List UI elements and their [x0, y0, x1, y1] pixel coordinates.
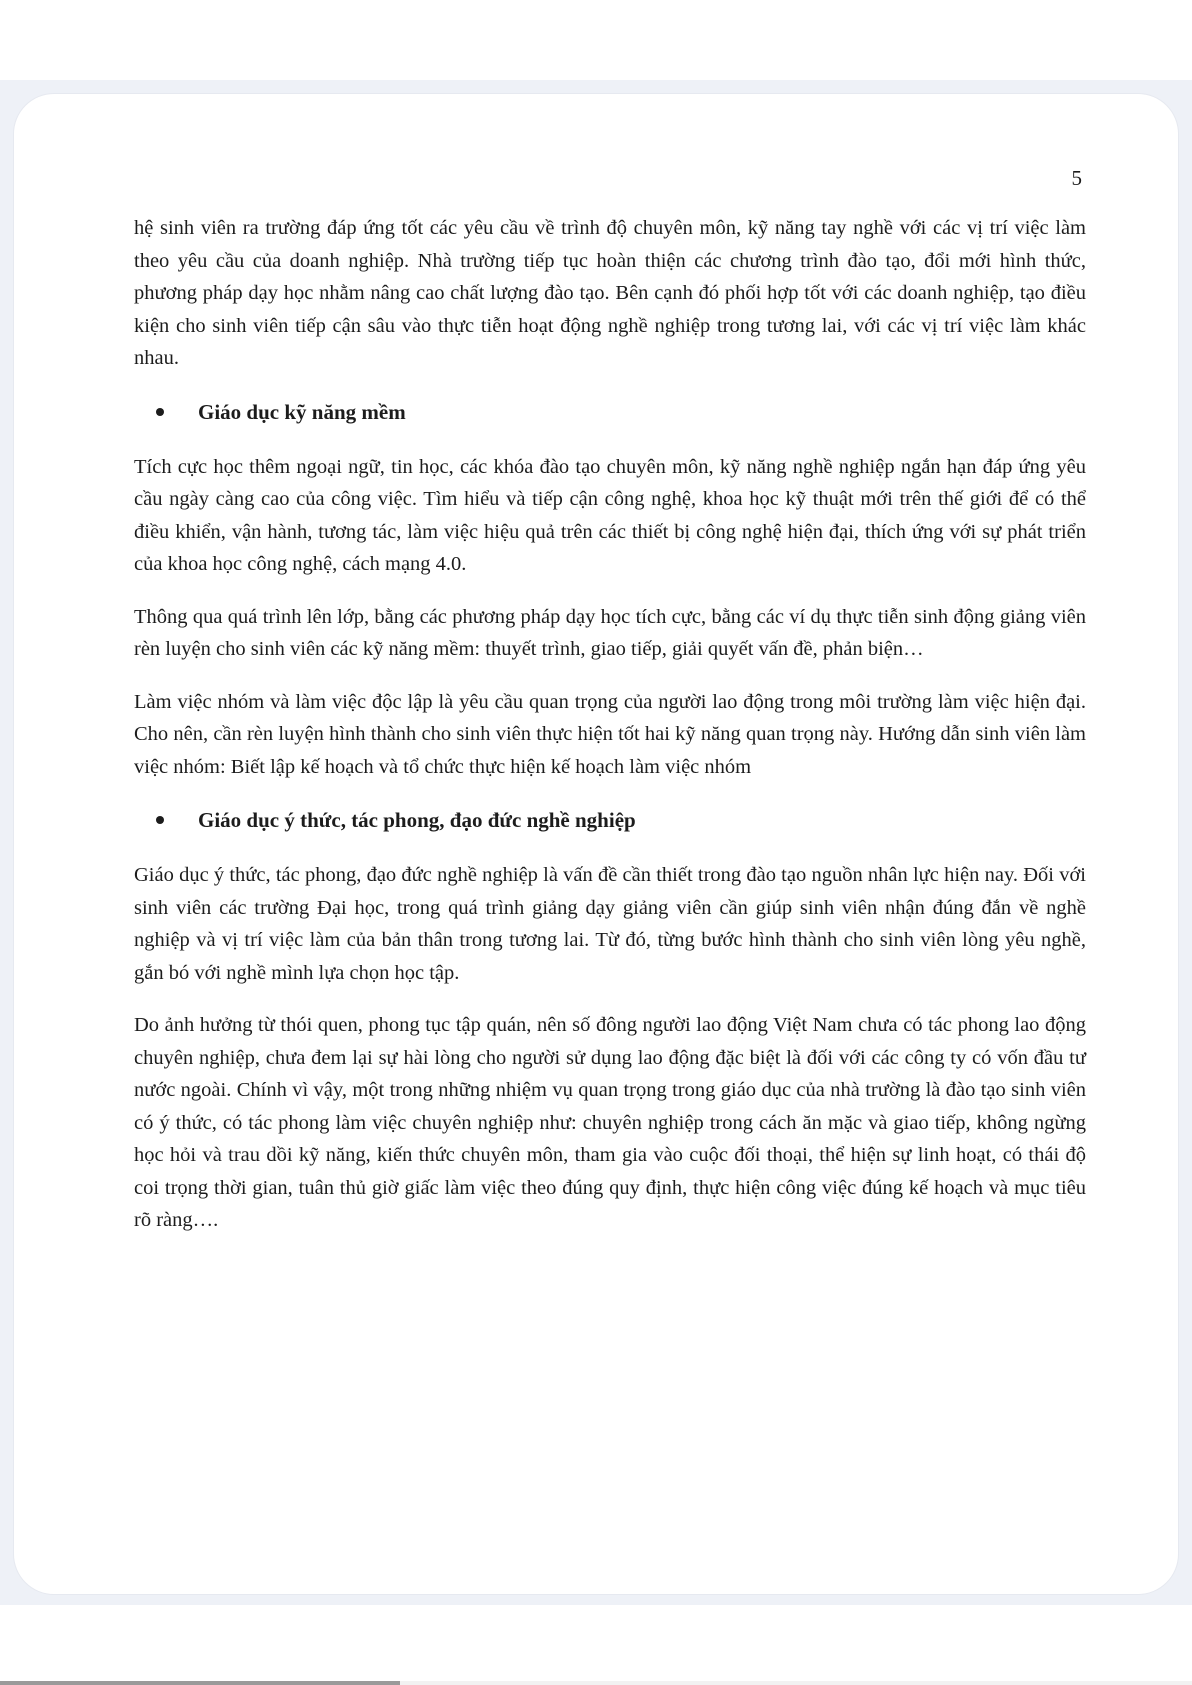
- paragraph-ethics-2: Do ảnh hưởng từ thói quen, phong tục tập quán, nên số đông người lao động Việt Nam chưa có tác phong lao động chuyên nghiệp, chưa đem lại sự hài lòng cho người sử dụng lao động đặc biệt là đối với các công ty có vốn đầu tư nước ngoài. Chính vì vậy, một trong những nhiệm vụ quan trọng trong giáo dục của nhà trường là đào tạo sinh viên có ý thức, có tác phong làm việc chuyên nghiệp như: chuyên nghiệp trong cách ăn mặc và giao tiếp, không ngừng học hỏi và trau dồi kỹ năng, kiến thức chuyên môn, tham gia vào cuộc đối thoại, thể hiện sự linh hoạt, có thái độ coi trọng thời gian, tuân thủ giờ giấc làm việc theo đúng quy định, thực hiện công việc đúng kế hoạch và mục tiêu rõ ràng….: [134, 1014, 1086, 1231]
- bullet-icon: [156, 816, 164, 824]
- document-page: [14, 94, 1178, 1594]
- page-content: [134, 212, 1086, 1237]
- paragraph-intro-continuation: hệ sinh viên ra trường đáp ứng tốt các yêu cầu về trình độ chuyên môn, kỹ năng tay nghề với các vị trí việc làm theo yêu cầu của doanh nghiệp. Nhà trường tiếp tục hoàn thiện các chương trình đào tạo, đổi mới hình thức, phương pháp dạy học nhằm nâng cao chất lượng đào tạo. Bên cạnh đó phối hợp tốt với các doanh nghiệp, tạo điều kiện cho sinh viên tiếp cận sâu vào thực tiễn hoạt động nghề nghiệp trong tương lai, với các vị trí việc làm khác nhau.: [134, 217, 1086, 369]
- section-heading-text: Giáo dục ý thức, tác phong, đạo đức nghề nghiệp: [198, 808, 636, 832]
- paragraph-soft-skills-1: Tích cực học thêm ngoại ngữ, tin học, các khóa đào tạo chuyên môn, kỹ năng nghề nghiệp ngắn hạn đáp ứng yêu cầu ngày càng cao của công việc. Tìm hiểu và tiếp cận công nghệ, khoa học kỹ thuật mới trên thế giới để có thể điều khiển, vận hành, tương tác, làm việc hiệu quả trên các thiết bị công nghệ hiện đại, thích ứng với sự phát triển của khoa học công nghệ, cách mạng 4.0.: [134, 455, 1086, 575]
- paragraph-soft-skills-3: Làm việc nhóm và làm việc độc lập là yêu cầu quan trọng của người lao động trong môi trường làm việc hiện đại. Cho nên, cần rèn luyện hình thành cho sinh viên thực hiện tốt hai kỹ năng quan trọng này. Hướng dẫn sinh viên làm việc nhóm: Biết lập kế hoạch và tổ chức thực hiện kế hoạch làm việc nhóm: [134, 690, 1086, 778]
- page-number: 5: [1071, 166, 1082, 190]
- paragraph-soft-skills-2: Thông qua quá trình lên lớp, bằng các phương pháp dạy học tích cực, bằng các ví dụ thực tiễn sinh động giảng viên rèn luyện cho sinh viên các kỹ năng mềm: thuyết trình, giao tiếp, giải quyết vấn đề, phản biện…: [134, 605, 1086, 660]
- section-heading-text: Giáo dục kỹ năng mềm: [198, 399, 406, 424]
- section-heading-soft-skills: [134, 395, 1086, 429]
- scrollbar-thumb[interactable]: [0, 1681, 400, 1685]
- paragraph-ethics-1: Giáo dục ý thức, tác phong, đạo đức nghề nghiệp là vấn đề cần thiết trong đào tạo nguồn nhân lực hiện nay. Đối với sinh viên các trường Đại học, trong quá trình giảng dạy giảng viên cần giúp sinh viên nhận đúng đắn về nghề nghiệp và vị trí việc làm của bản thân trong tương lai. Từ đó, từng bước hình thành cho sinh viên lòng yêu nghề, gắn bó với nghề mình lựa chọn học tập.: [134, 864, 1086, 984]
- bullet-icon: [156, 408, 164, 416]
- horizontal-scrollbar[interactable]: [0, 1681, 1192, 1685]
- section-heading-professional-ethics: [134, 803, 1086, 837]
